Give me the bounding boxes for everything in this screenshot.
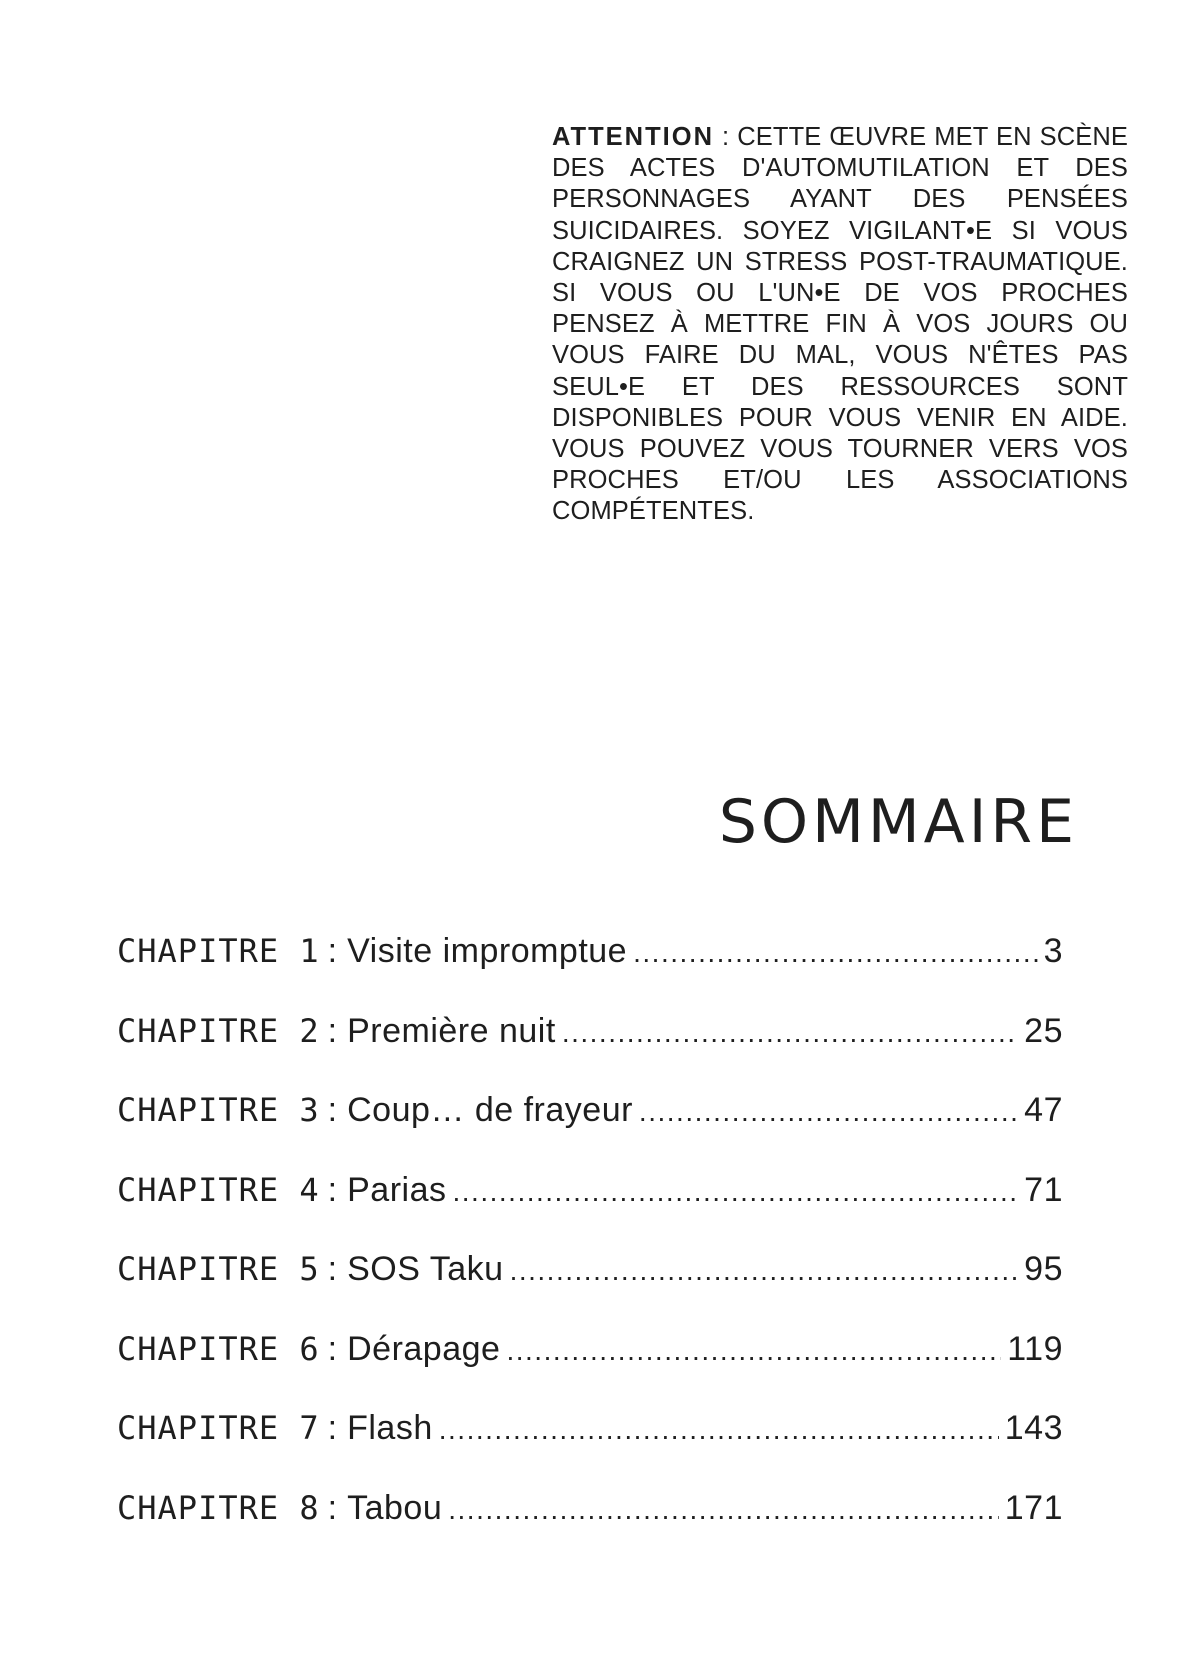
- dot-leader: [439, 1416, 999, 1444]
- page-number: 47: [1024, 1091, 1063, 1129]
- chapter-label: CHAPITRE 2: [117, 1011, 320, 1050]
- dot-leader: [562, 1019, 1018, 1047]
- chapter-separator: :: [327, 1011, 338, 1050]
- chapter-label: CHAPITRE 8: [117, 1488, 320, 1527]
- page-number: 95: [1024, 1250, 1063, 1288]
- toc-entry-chapter-3: [117, 1091, 1063, 1171]
- toc-title: SOMMAIRE: [718, 787, 1078, 857]
- content-warning: [552, 122, 1128, 528]
- chapter-title: Visite impromptue: [347, 932, 628, 970]
- chapter-label: CHAPITRE 5: [117, 1250, 320, 1288]
- chapter-label: CHAPITRE 6: [117, 1329, 320, 1368]
- page-number: 3: [1043, 932, 1063, 970]
- dot-leader: [452, 1178, 1018, 1206]
- chapter-separator: :: [327, 1329, 338, 1368]
- dot-leader: [448, 1496, 999, 1524]
- chapter-separator: :: [327, 1409, 338, 1447]
- warning-lead: ATTENTION: [552, 123, 715, 151]
- dot-leader: [639, 1098, 1018, 1126]
- page-number: 119: [1007, 1329, 1063, 1368]
- toc-entry-chapter-1: [117, 932, 1063, 1012]
- toc-entry-chapter-4: [117, 1171, 1063, 1251]
- chapter-title: Flash: [347, 1409, 433, 1447]
- chapter-title: SOS Taku: [347, 1250, 504, 1288]
- toc-entry-chapter-7: [117, 1409, 1063, 1489]
- chapter-title: Parias: [347, 1170, 447, 1209]
- chapter-label: CHAPITRE 7: [117, 1409, 320, 1447]
- chapter-title: Première nuit: [347, 1011, 556, 1050]
- chapter-title: Coup… de frayeur: [347, 1091, 633, 1129]
- toc-entry-chapter-2: [117, 1012, 1063, 1092]
- warning-body: : CETTE ŒUVRE MET EN SCÈNE DES ACTES D'AUTOMUTILATION ET DES PERSONNAGES AYANT DES PENSÉES SUICIDAIRES. SOYEZ VIGILANT•E SI VOUS CRAIGNEZ UN STRESS POST-TRAUMATIQUE. SI VOUS OU L'UN•E DE VOS PROCHES PENSEZ À METTRE FIN À VOS JOURS OU VOUS FAIRE DU MAL, VOUS N'ÊTES PAS SEUL•E ET DES RESSOURCES SONT DISPONIBLES POUR VOUS VENIR EN AIDE. VOUS POUVEZ VOUS TOURNER VERS VOS PROCHES ET/OU LES ASSOCIATIONS COMPÉTENTES.: [552, 123, 1128, 526]
- toc-entry-chapter-6: [117, 1330, 1063, 1410]
- chapter-separator: :: [327, 1091, 338, 1129]
- table-of-contents: [117, 932, 1063, 1568]
- chapter-title: Tabou: [347, 1488, 443, 1527]
- dot-leader: [510, 1257, 1019, 1285]
- page-number: 143: [1004, 1409, 1063, 1447]
- chapter-label: CHAPITRE 1: [117, 932, 320, 970]
- toc-entry-chapter-8: [117, 1489, 1063, 1569]
- dot-leader: [506, 1337, 1001, 1365]
- chapter-label: CHAPITRE 3: [117, 1091, 320, 1129]
- toc-entry-chapter-5: [117, 1250, 1063, 1330]
- chapter-separator: :: [327, 1488, 338, 1527]
- dot-leader: [633, 939, 1037, 967]
- chapter-title: Dérapage: [347, 1329, 501, 1368]
- page-number: 71: [1024, 1170, 1063, 1209]
- chapter-separator: :: [327, 1250, 338, 1288]
- chapter-separator: :: [327, 932, 338, 970]
- page-number: 25: [1024, 1011, 1063, 1050]
- chapter-separator: :: [327, 1170, 338, 1209]
- page-number: 171: [1004, 1488, 1063, 1527]
- chapter-label: CHAPITRE 4: [117, 1170, 320, 1209]
